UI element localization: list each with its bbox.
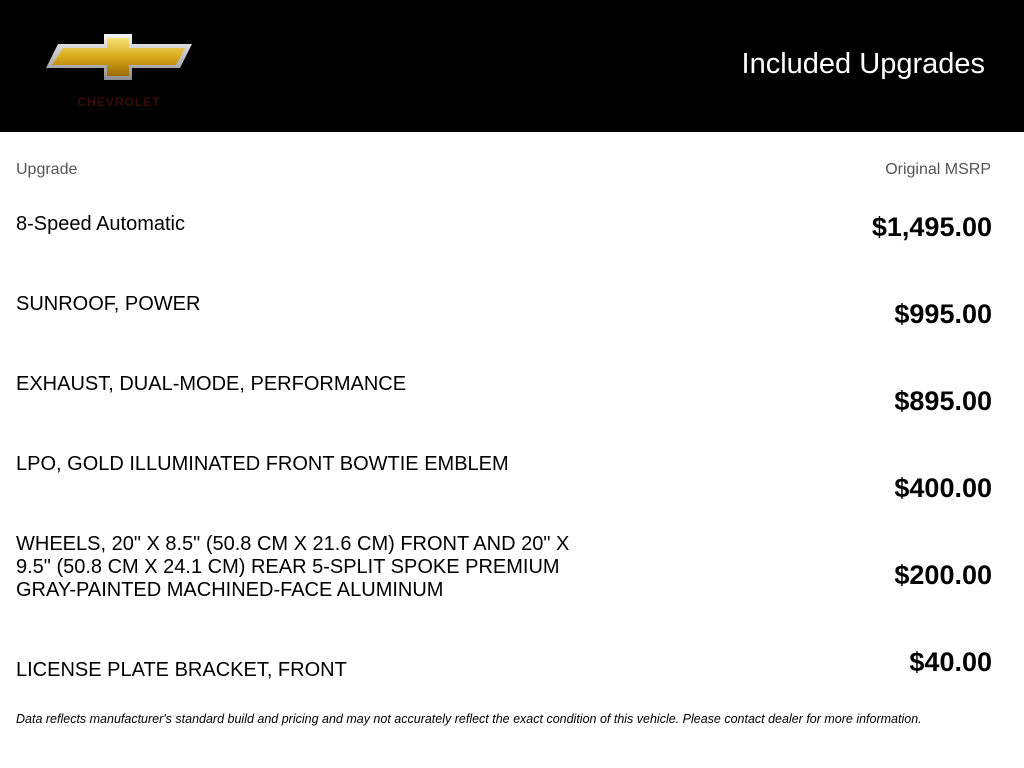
upgrade-price: $1,495.00: [871, 212, 992, 242]
upgrade-name: 8-Speed Automatic: [16, 213, 185, 235]
header-bar: [0, 0, 1024, 132]
column-header-upgrade: Upgrade: [16, 161, 78, 178]
upgrade-price: $995.00: [894, 299, 992, 329]
page-title: Included Upgrades: [741, 48, 985, 80]
upgrade-price: $40.00: [909, 647, 992, 677]
upgrade-name: LICENSE PLATE BRACKET, FRONT: [16, 659, 347, 681]
logo-wordmark: CHEVROLET: [77, 95, 161, 109]
upgrade-price: $200.00: [894, 560, 992, 590]
upgrade-name: EXHAUST, DUAL-MODE, PERFORMANCE: [16, 373, 407, 395]
upgrade-name: LPO, GOLD ILLUMINATED FRONT BOWTIE EMBLEM: [16, 453, 509, 475]
upgrade-name: WHEELS, 20" X 8.5" (50.8 CM X 21.6 CM) FRONT AND 20" X 9.5" (50.8 CM X 24.1 CM) REAR 5-SPLIT SPOKE PREMIUM GRAY-PAINTED MACHINED-FACE ALUMINUM: [16, 533, 570, 601]
column-header-msrp: Original MSRP: [885, 161, 991, 178]
disclaimer-text: Data reflects manufacturer's standard build and pricing and may not accurately reflect the exact condition of this vehicle. Please contact dealer for more information.: [16, 712, 922, 726]
upgrade-name: SUNROOF, POWER: [16, 293, 201, 315]
upgrade-price: $895.00: [894, 386, 992, 416]
upgrade-price: $400.00: [894, 473, 992, 503]
